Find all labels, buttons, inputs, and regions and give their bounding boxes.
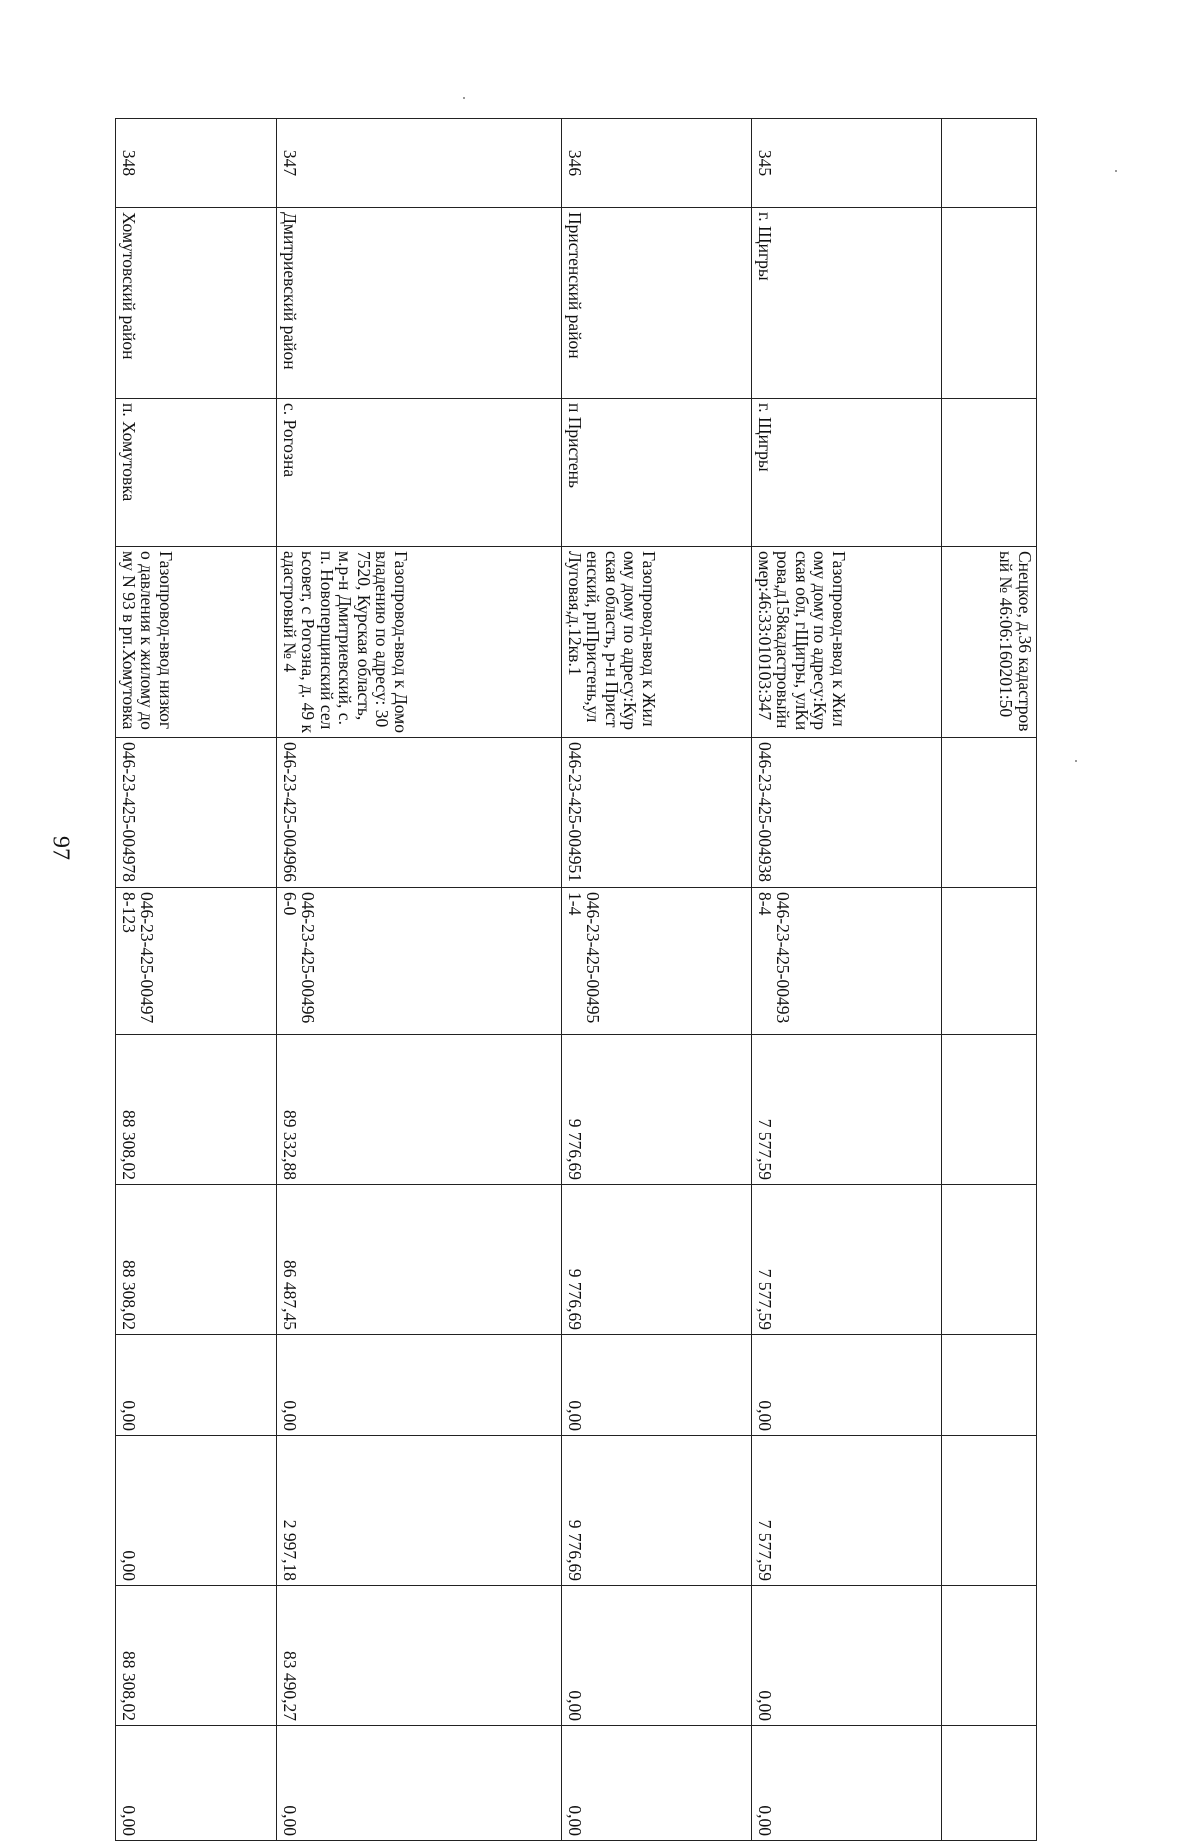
cell-no (942, 119, 1037, 208)
cell-object: Газопровод-ввод к Жилому дому по адресу:Курская обл, гЩигры, улКирова,д158кадастровыйномер:46:33:010103:347 (752, 547, 942, 738)
table-row (562, 119, 752, 1841)
cell-v4 (942, 1436, 1037, 1586)
cell-object: Газопровод-ввод к Домовладению по адресу: 307520, Курская область, м.р-н Дмитриевский, с.п. Новоперщинский сельсовет, с Рогозна, д. 49 кадастровый № 4 (277, 547, 562, 738)
cell-v3: 0,00 (277, 1335, 562, 1436)
cell-v5: 0,00 (562, 1586, 752, 1726)
cell-district: г. Щигры (752, 208, 942, 399)
rotated-table-wrapper (116, 118, 1037, 1836)
cell-v6: 0,00 (277, 1726, 562, 1841)
cell-no: 345 (752, 119, 942, 208)
page-number: 97 (47, 836, 74, 860)
cell-v2: 7 577,59 (752, 1185, 942, 1335)
cell-v6: 0,00 (752, 1726, 942, 1841)
cell-v1: 89 332,88 (277, 1035, 562, 1185)
cell-district (942, 208, 1037, 399)
cell-object: Снецкое, д.36 кадастровый № 46:06:160201:50 (942, 547, 1037, 738)
cell-v5: 0,00 (752, 1586, 942, 1726)
cell-locality: п. Хомутовка (116, 399, 277, 547)
cell-v6 (942, 1726, 1037, 1841)
register-table (115, 118, 1037, 1841)
cell-v5: 88 308,02 (116, 1586, 277, 1726)
cell-district: Пристенский район (562, 208, 752, 399)
cell-locality: п Пристень (562, 399, 752, 547)
cell-object: Газопровод-ввод к Жилому дому по адресу:Курская область, р-н Пристенский, рпПристень,улЛуговая,д.12кв.1 (562, 547, 752, 738)
table-row (752, 119, 942, 1841)
cell-inventory: 046-23-425-004978 (116, 738, 277, 888)
cell-v2: 9 776,69 (562, 1185, 752, 1335)
cell-v6: 0,00 (562, 1726, 752, 1841)
cell-locality: с. Рогозна (277, 399, 562, 547)
cell-object: Газопровод-ввод низкого давления к жилому дому N 93 в рп.Хомутовка (116, 547, 277, 738)
cell-account: 046-23-425-004938-4 (752, 888, 942, 1035)
cell-district: Дмитриевский район (277, 208, 562, 399)
cell-v3: 0,00 (562, 1335, 752, 1436)
cell-v4: 0,00 (116, 1436, 277, 1586)
cell-v6: 0,00 (116, 1726, 277, 1841)
table-row-continuation (942, 119, 1037, 1841)
table-row (277, 119, 562, 1841)
cell-v1: 88 308,02 (116, 1035, 277, 1185)
cell-locality: г. Щигры (752, 399, 942, 547)
cell-inventory: 046-23-425-004951 (562, 738, 752, 888)
scan-speck (1075, 760, 1077, 762)
cell-account: 046-23-425-004951-4 (562, 888, 752, 1035)
cell-v5 (942, 1586, 1037, 1726)
cell-locality (942, 399, 1037, 547)
cell-district: Хомутовский район (116, 208, 277, 399)
scan-speck (463, 97, 465, 99)
cell-no: 348 (116, 119, 277, 208)
cell-account: 046-23-425-004966-0 (277, 888, 562, 1035)
cell-no: 346 (562, 119, 752, 208)
cell-v2: 86 487,45 (277, 1185, 562, 1335)
table-row (116, 119, 277, 1841)
cell-v5: 83 490,27 (277, 1586, 562, 1726)
cell-inventory: 046-23-425-004966 (277, 738, 562, 888)
cell-inventory (942, 738, 1037, 888)
cell-v2 (942, 1185, 1037, 1335)
cell-v3 (942, 1335, 1037, 1436)
cell-v1 (942, 1035, 1037, 1185)
cell-v4: 7 577,59 (752, 1436, 942, 1586)
cell-v4: 9 776,69 (562, 1436, 752, 1586)
cell-v3: 0,00 (752, 1335, 942, 1436)
cell-v4: 2 997,18 (277, 1436, 562, 1586)
cell-inventory: 046-23-425-004938 (752, 738, 942, 888)
scan-speck (1115, 170, 1117, 172)
cell-v1: 9 776,69 (562, 1035, 752, 1185)
cell-v1: 7 577,59 (752, 1035, 942, 1185)
cell-v2: 88 308,02 (116, 1185, 277, 1335)
cell-account (942, 888, 1037, 1035)
cell-account: 046-23-425-004978-123 (116, 888, 277, 1035)
cell-no: 347 (277, 119, 562, 208)
cell-v3: 0,00 (116, 1335, 277, 1436)
